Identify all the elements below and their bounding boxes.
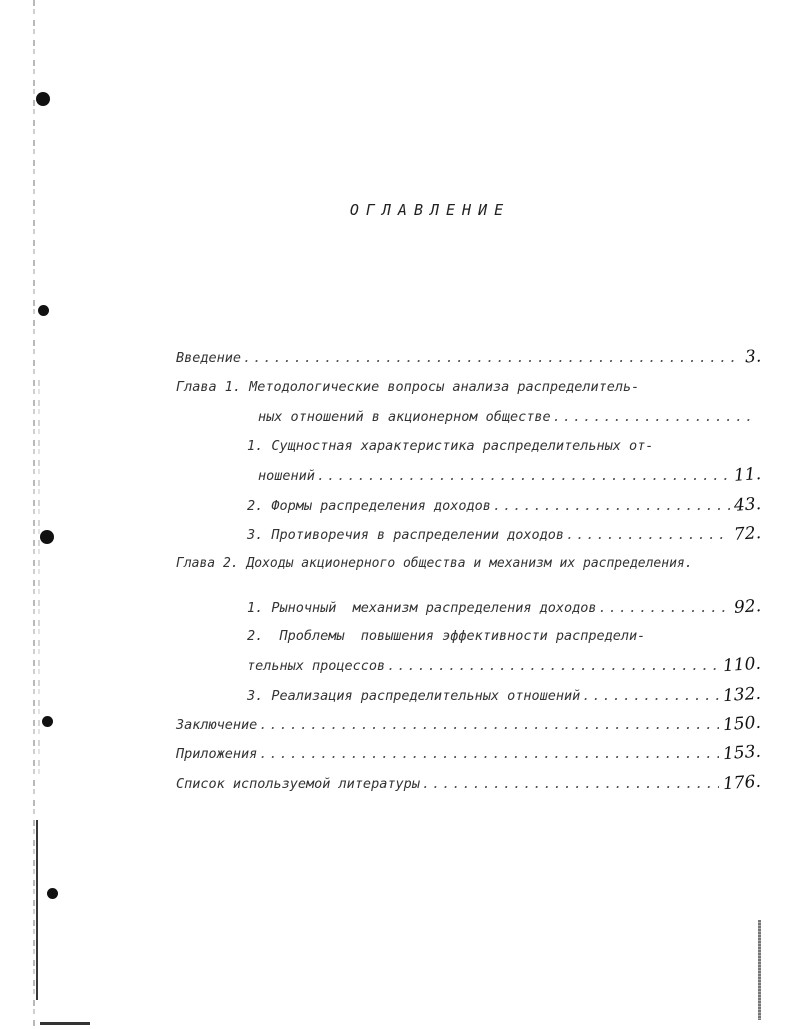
toc-leader-dots [259,743,719,765]
toc-entry [176,742,761,764]
toc-entry-text: 3. Реализация распределительных отношений [247,688,581,704]
punch-hole [40,530,54,544]
toc-entry-text: Заключение [176,717,258,733]
toc-leader-dots [387,655,719,677]
toc-entry-text: ношений [258,468,315,484]
scan-right-edge [758,920,761,1020]
toc-leader-dots [493,495,730,517]
toc-entry-text: тельных процессов [247,658,386,674]
toc-page-number: 176. [722,771,762,795]
toc-leader-dots [317,465,730,487]
toc-entry-text: 1. Рыночный механизм распределения доходов [247,600,597,616]
toc-page-number: 43. [733,494,762,516]
page-title: ОГЛАВЛЕНИЕ [349,201,511,219]
toc-entry [176,713,761,735]
toc-entry [247,494,761,516]
punch-hole [42,716,53,727]
toc-entry [258,406,761,428]
toc-entry-text: Список используемой литературы [176,776,420,792]
toc-entry [247,523,761,545]
toc-entry [247,596,761,618]
toc-page-number: 72. [733,523,762,545]
toc-page-number: 3. [744,346,762,368]
toc-entry [247,654,761,676]
scan-left-edge-lower [36,820,38,1000]
toc-entry [176,376,639,398]
toc-entry-text: 3. Противоречия в распределении доходов [247,527,564,543]
toc-leader-dots [243,347,741,369]
toc-entry-text: 1. Сущностная характеристика распределительных от- [247,438,654,454]
toc-entry-text: 2. Проблемы повышения эффективности распредели- [247,628,646,644]
toc-page-number: 153. [722,741,762,765]
toc-page-number: 110. [722,653,762,677]
punch-hole [38,305,49,316]
toc-page-number: 11. [733,464,762,486]
toc-entry [176,346,761,368]
punch-hole [36,92,50,106]
toc-leader-dots [259,714,719,736]
toc-leader-dots [582,685,719,707]
toc-entry [247,625,645,647]
toc-page-number: 150. [722,712,762,736]
scan-bottom-mark [40,1022,90,1025]
toc-entry-text: ных отношений в акционерном обществе [258,409,551,425]
scan-left-edge [33,0,35,1029]
toc-leader-dots [599,597,730,619]
toc-entry [247,684,761,706]
toc-page-number: 92. [733,596,762,618]
toc-entry-text: Введение [176,350,242,366]
toc-leader-dots [422,773,719,795]
toc-leader-dots [566,524,730,546]
toc-entry [247,435,653,457]
toc-page-number: 132. [722,683,762,707]
toc-entry-text: Глава 2. Доходы акционерного общества и механизм их распределения. [176,556,693,571]
toc-entry-text: 2. Формы распределения доходов [247,498,491,514]
scan-left-edge-secondary [38,380,40,780]
toc-entry [176,772,761,794]
toc-leader-dots [553,406,757,428]
toc-entry-text: Глава 1. Методологические вопросы анализа распределитель- [176,379,640,395]
toc-entry [258,464,761,486]
punch-hole [47,888,58,899]
toc-entry [176,553,693,575]
toc-entry-text: Приложения [176,746,258,762]
